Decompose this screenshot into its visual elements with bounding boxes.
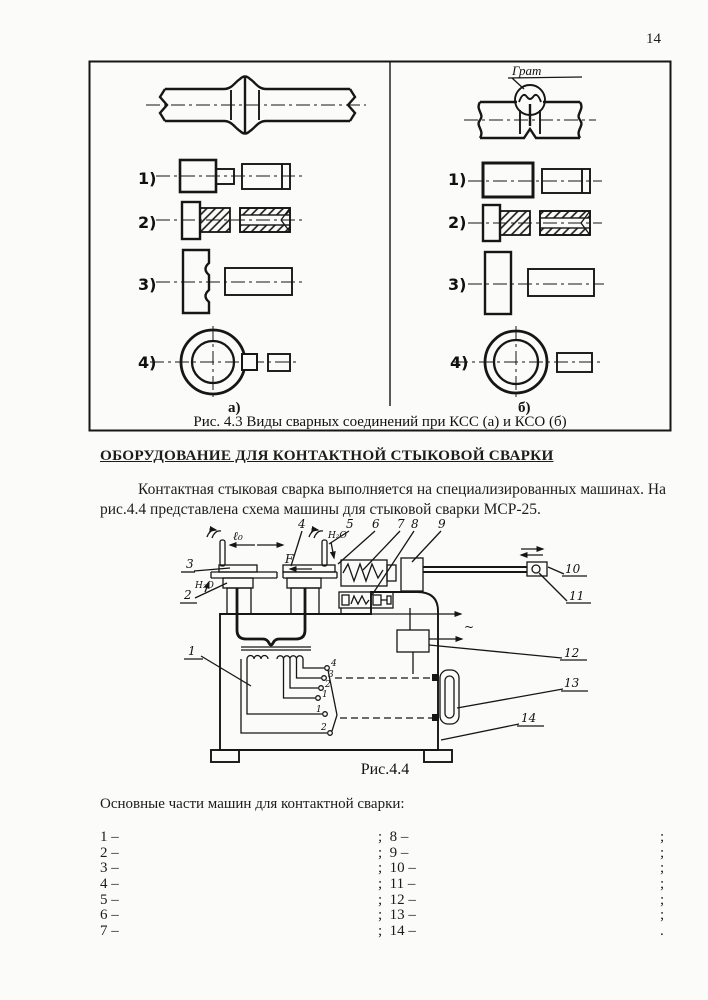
- fig43b-flash-label: Грат: [512, 63, 542, 78]
- row-terminator: ;: [660, 829, 665, 845]
- contactor-and-terminals: [397, 630, 462, 724]
- row-terminator: .: [660, 923, 664, 940]
- part-num-mid: ; 9 –: [378, 844, 409, 861]
- part-num-left: 4 –: [100, 876, 119, 893]
- ac-symbol: ~: [464, 620, 475, 634]
- part-num-mid: ; 14 –: [378, 923, 416, 940]
- part-num-left: 3 –: [100, 860, 119, 877]
- row-terminator: ;: [660, 907, 665, 924]
- callout-6: 6: [372, 518, 380, 531]
- fig43-caption: Рис. 4.3 Виды сварных соединений при КСС (а) и КСО (б): [193, 414, 567, 430]
- callout-11: 11: [569, 589, 585, 603]
- parts-list-heading: Основные части машин для контактной сварки:: [100, 796, 405, 812]
- fig43a-label-3: 3): [138, 275, 157, 294]
- row-terminator: ;: [660, 891, 665, 908]
- fig43b-label-4: 4): [450, 353, 469, 372]
- fig43b-label-3: 3): [448, 275, 467, 294]
- tap-2: 2: [325, 680, 331, 690]
- parts-row: [100, 892, 678, 908]
- figure-4-3: [88, 60, 672, 432]
- fig43b-label-2: 2): [448, 213, 467, 232]
- callout-12: 12: [564, 646, 580, 660]
- tap-3: 3: [328, 670, 334, 680]
- figure-4-4: [175, 518, 600, 780]
- callout-3: 3: [186, 557, 194, 571]
- parts-row: [100, 860, 678, 876]
- part-num-mid: ; 11 –: [378, 876, 416, 893]
- parts-row: [100, 923, 678, 939]
- water-left-label: Н₂О: [195, 581, 214, 591]
- l0-label: ℓ₀: [233, 529, 243, 543]
- callout-7: 7: [397, 518, 405, 531]
- callout-2: 2: [184, 588, 192, 602]
- callout-9: 9: [438, 518, 446, 531]
- callout-13: 13: [564, 676, 580, 690]
- callout-8: 8: [411, 518, 419, 531]
- part-num-mid: ; 13 –: [378, 907, 416, 924]
- intro-paragraph: Контактная стыковая сварка выполняется на специализированных машинах. На рис.4.4 представлена схема машины для стыковой сварки МСР-25.: [100, 481, 666, 518]
- tap-1: 1: [322, 690, 328, 700]
- part-num-mid: ; 12 –: [378, 891, 416, 908]
- row-terminator: ;: [660, 876, 665, 893]
- tap-b1: 1: [316, 705, 322, 715]
- callout-10: 10: [565, 562, 581, 576]
- part-num-left: 7 –: [100, 923, 119, 940]
- tap-4: 4: [331, 659, 337, 669]
- parts-row: [100, 845, 678, 861]
- fig43a-label-1: 1): [138, 169, 157, 188]
- parts-row: [100, 876, 678, 892]
- parts-row: [100, 907, 678, 923]
- force-label: F: [285, 552, 294, 566]
- row-terminator: ;: [660, 844, 665, 861]
- fig43a-label-4: 4): [138, 353, 157, 372]
- transformer: [237, 588, 439, 735]
- row-terminator: ;: [660, 860, 665, 877]
- fig43-panel-b-label: б): [518, 400, 531, 416]
- fig44-caption: Рис.4.4: [360, 761, 410, 778]
- part-num-left: 6 –: [100, 907, 119, 924]
- part-num-mid: ; 8 –: [378, 829, 409, 845]
- feed-mechanism: [339, 549, 547, 630]
- fig43b-label-1: 1): [448, 170, 467, 189]
- fig43-panel-a-label: а): [228, 400, 241, 416]
- parts-row: [100, 829, 678, 845]
- callout-14: 14: [521, 711, 537, 725]
- parts-list: [100, 829, 678, 939]
- callout-1: 1: [188, 644, 196, 658]
- water-top-label: Н₂О: [328, 531, 347, 541]
- fig43a-label-2: 2): [138, 213, 157, 232]
- callout-5: 5: [346, 518, 354, 531]
- part-num-left: 2 –: [100, 844, 119, 861]
- callout-4: 4: [298, 518, 306, 531]
- part-num-mid: ; 10 –: [378, 860, 416, 877]
- part-num-left: 1 –: [100, 829, 119, 845]
- part-num-left: 5 –: [100, 891, 119, 908]
- tap-b2: 2: [321, 723, 327, 733]
- clamp-assemblies: [207, 530, 337, 614]
- page-number: 14: [646, 31, 661, 47]
- section-heading: ОБОРУДОВАНИЕ ДЛЯ КОНТАКТНОЙ СТЫКОВОЙ СВАРКИ: [100, 447, 554, 464]
